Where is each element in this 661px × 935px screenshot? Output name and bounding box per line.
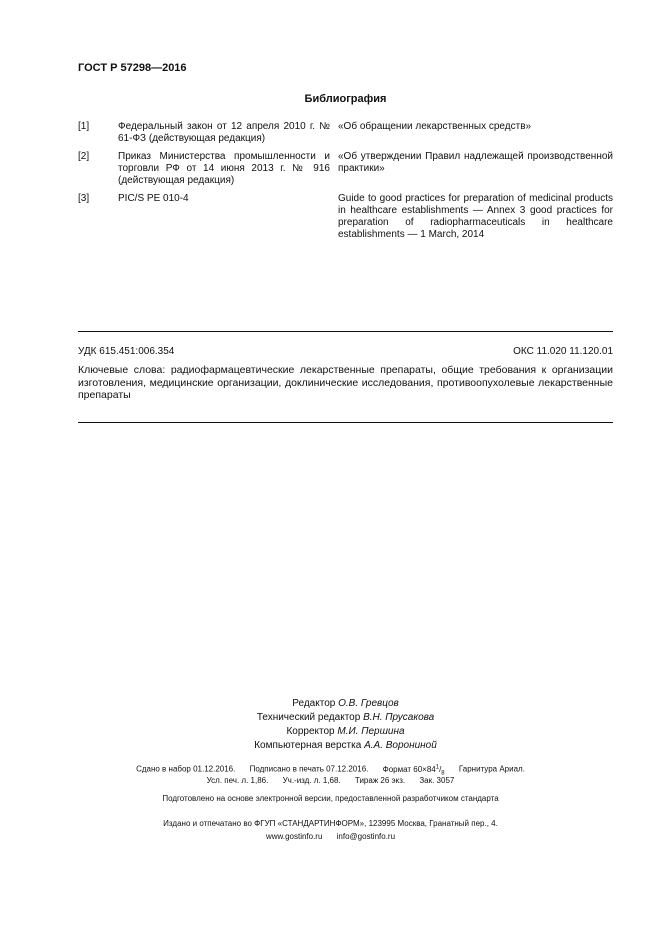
- imprint-line-2: [0, 774, 661, 788]
- editor-line: [0, 739, 661, 753]
- divider-bottom: [78, 422, 613, 423]
- oks-code: ОКС 11.020 11.120.01: [513, 346, 613, 357]
- editor-role: Редактор: [292, 698, 336, 709]
- editor-name: М.И. Першина: [337, 726, 405, 737]
- editor-name: В.Н. Прусакова: [363, 712, 435, 723]
- entry-document: Федеральный закон от 12 апреля 2010 г. № 61-ФЗ (действующая редакция): [118, 121, 330, 144]
- entry-title: «Об обращении лекарственных средств»: [338, 121, 532, 132]
- publisher-contacts: [0, 830, 661, 844]
- keywords: Ключевые слова: радиофармацевтические лекарственные препараты, общие требования к организации изготовления, медицинские организации, доклинические исследования, противоопухолевые лекарственные препараты: [78, 364, 613, 401]
- entry-title: «Об утверждении Правил надлежащей производственной практики»: [338, 151, 613, 174]
- prepared-note: Подготовлено на основе электронной версии, предоставленной разработчиком стандарта: [162, 794, 499, 803]
- website-link[interactable]: www.gostinfo.ru: [265, 832, 323, 841]
- editor-role: Технический редактор: [256, 712, 361, 723]
- bibliography-title: Библиография: [304, 93, 387, 105]
- entry-document: PIC/S PE 010-4: [118, 193, 189, 204]
- print-sheets: Усл. печ. л. 1,86.: [206, 776, 269, 785]
- publishing-sheets: Уч.-изд. л. 1,68.: [282, 776, 341, 785]
- editor-name: А.А. Ворониной: [364, 740, 437, 751]
- divider-top: [78, 331, 613, 332]
- entry-number: [2]: [78, 151, 90, 162]
- entry-number: [1]: [78, 121, 90, 132]
- entry-document: Приказ Министерства промышленности и торговли РФ от 14 июня 2013 г. № 916 (действующая редакция): [118, 151, 330, 186]
- entry-title: Guide to good practices for preparation of medicinal products in healthcare establishments — Annex 3 good practices for preparation of radiopharmaceuticals in healthcare establishments — 1 March, 2014: [338, 193, 613, 240]
- classification-row: [78, 346, 613, 357]
- udk-code: УДК 615.451:006.354: [78, 346, 175, 357]
- sent-date: Сдано в набор 01.12.2016.: [136, 764, 236, 774]
- editor-line: [0, 697, 661, 711]
- order-number: Зак. 3057: [419, 776, 455, 785]
- entry-number: [3]: [78, 193, 90, 204]
- signed-date: Подписано в печать 07.12.2016.: [249, 764, 369, 774]
- email-link[interactable]: info@gostinfo.ru: [336, 832, 396, 841]
- bibliography-list: [78, 121, 613, 247]
- bibliography-entry: [78, 121, 613, 145]
- editor-name: О.В. Гревцов: [338, 698, 399, 709]
- bibliography-entry: [78, 151, 613, 187]
- editor-role: Корректор: [286, 726, 335, 737]
- bibliography-entry: [78, 193, 613, 241]
- paper-format: Формат $60\times 84^1/_8$: [382, 764, 445, 777]
- standard-number: ГОСТ Р 57298—2016: [78, 62, 187, 74]
- circulation: Тираж 26 экз.: [354, 776, 406, 785]
- editor-line: [0, 711, 661, 725]
- editor-role: Компьютерная верстка: [254, 740, 362, 751]
- publisher-address: Издано и отпечатано во ФГУП «СТАНДАРТИНФОРМ», 123995 Москва, Гранатный пер., 4.: [163, 819, 498, 828]
- editor-line: [0, 725, 661, 739]
- typeface: Гарнитура Ариал.: [458, 764, 525, 774]
- editors-block: [0, 697, 661, 753]
